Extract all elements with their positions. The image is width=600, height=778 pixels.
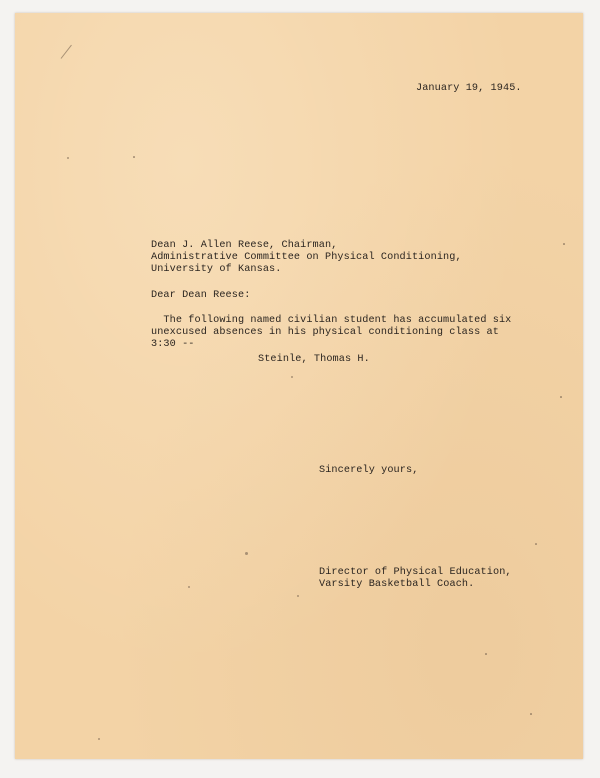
address-line: University of Kansas. [151,264,282,275]
paper-speck [485,653,487,655]
address-line: Dean J. Allen Reese, Chairman, [151,240,338,251]
paper-speck [291,376,293,378]
letter-body [151,315,511,351]
paper-scratch [61,45,72,59]
paper-speck [188,586,190,588]
student-name: Steinle, Thomas H. [258,354,370,365]
letter-page [15,13,583,759]
paper-speck [560,396,562,398]
body-line: 3:30 -- [151,339,195,350]
signature-block [319,567,512,591]
paper-speck [297,595,299,597]
paper-speck [563,243,565,245]
paper-speck [535,543,537,545]
letter-date: January 19, 1945. [416,83,522,94]
paper-speck [98,738,100,740]
paper-speck [67,157,69,159]
body-line: The following named civilian student has accumulated six [151,315,512,326]
paper-speck [530,713,532,715]
address-line: Administrative Committee on Physical Conditioning, [151,252,462,263]
signature-line: Director of Physical Education, [319,567,512,578]
closing: Sincerely yours, [319,465,419,476]
salutation: Dear Dean Reese: [151,290,251,301]
signature-line: Varsity Basketball Coach. [319,579,475,590]
body-line: unexcused absences in his physical conditioning class at [151,327,499,338]
recipient-address [151,240,462,276]
paper-speck [133,156,135,158]
paper-speck [245,552,248,555]
